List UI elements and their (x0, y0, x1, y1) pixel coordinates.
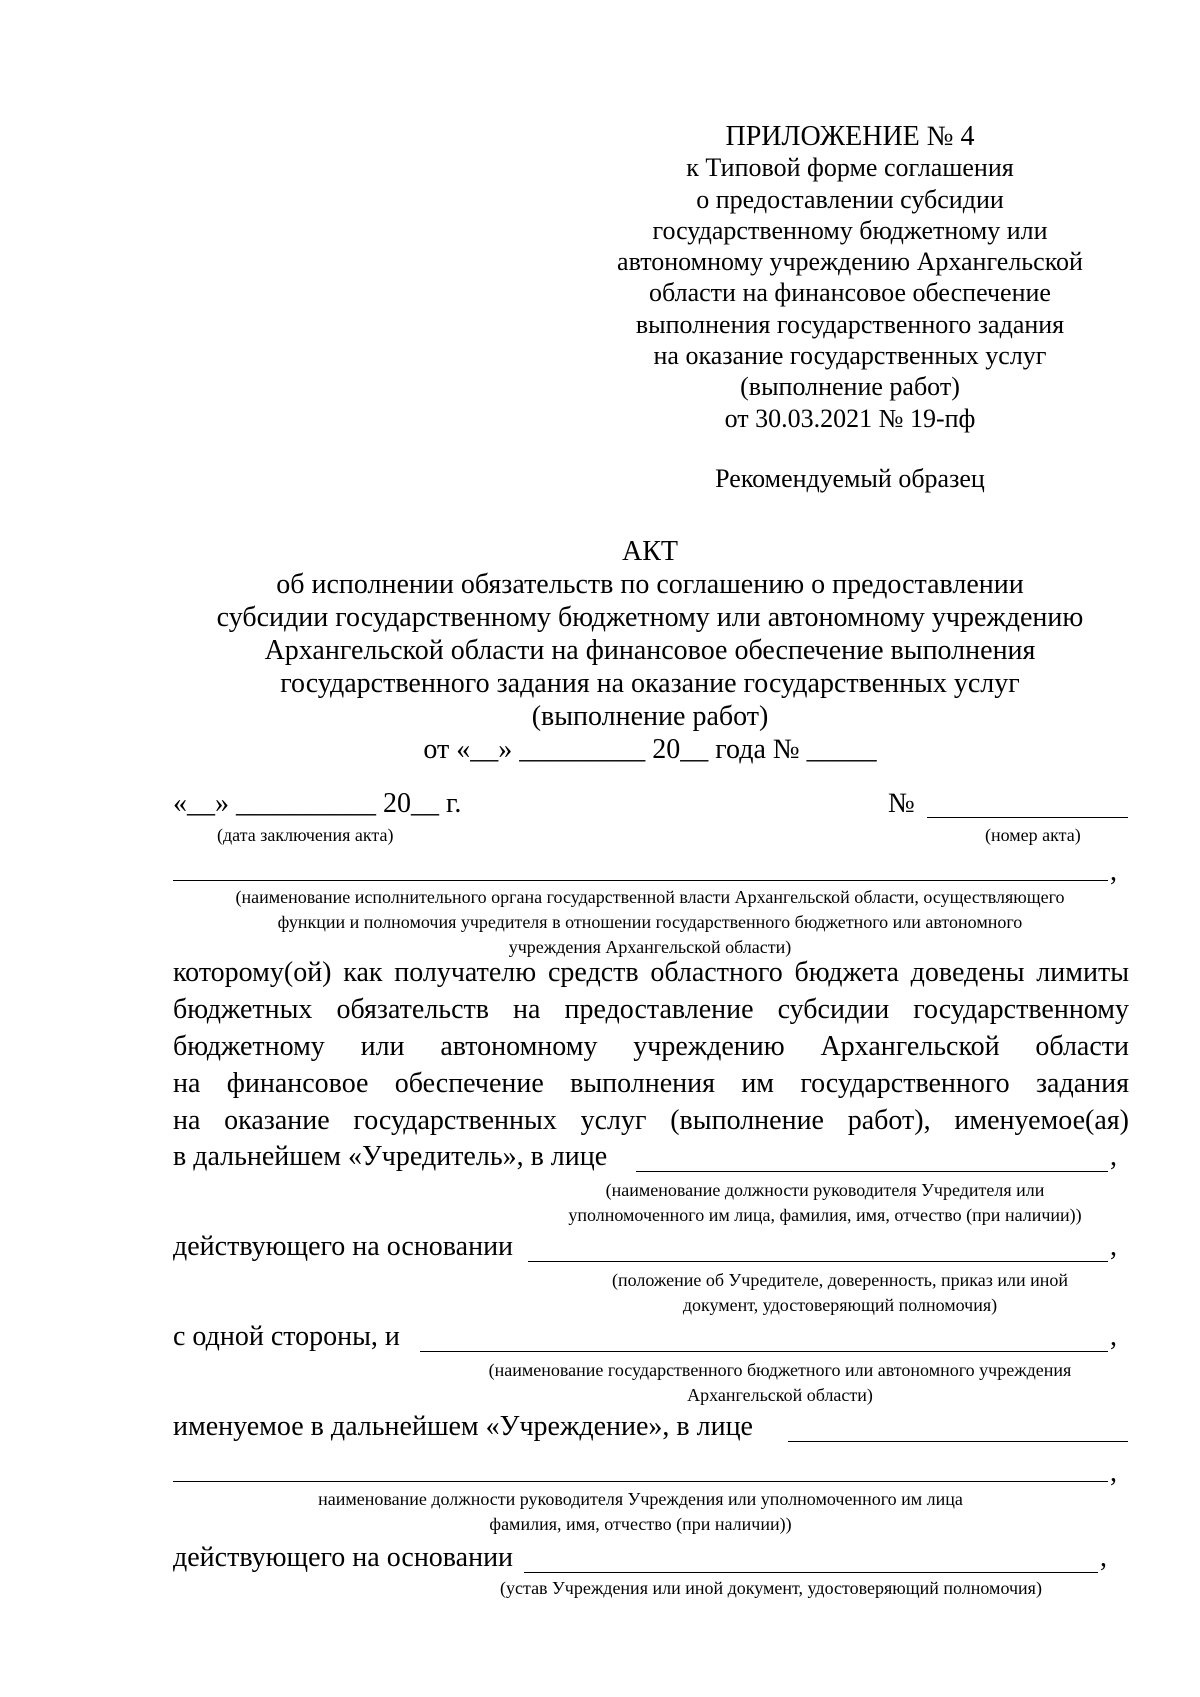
organ-name-field[interactable] (173, 880, 1108, 881)
appendix-line: (выполнение работ) (740, 372, 960, 402)
founder-representative-caption (510, 1178, 1140, 1228)
comma: , (1110, 1321, 1117, 1352)
acting-basis-label-2: действующего на основании (173, 1542, 514, 1573)
institution-name-field[interactable] (420, 1351, 1108, 1352)
caption-line: функции и полномочия учредителя в отношении государственного бюджетного или автономного (277, 912, 1023, 932)
comma: , (1110, 1141, 1117, 1172)
appendix-line: на оказание государственных услуг (653, 341, 1047, 371)
institution-representative-field[interactable] (788, 1441, 1128, 1442)
act-date-field[interactable]: «__» __________ 20__ г. (173, 788, 462, 819)
appendix-line: государственному бюджетному или (652, 215, 1048, 245)
act-number-label: № (888, 788, 915, 819)
act-date-caption: (дата заключения акта) (217, 825, 394, 845)
appendix-line: от 30.03.2021 № 19-пф (724, 403, 976, 433)
body-line: на оказание государственных услуг (выполнение работ), именуемое(ая) (173, 1105, 1129, 1136)
institution-basis-field[interactable] (524, 1572, 1098, 1573)
one-side-label: с одной стороны, и (173, 1321, 400, 1352)
act-subtitle-line: об исполнении обязательств по соглашению о предоставлении (276, 569, 1024, 600)
acting-basis-label: действующего на основании (173, 1231, 514, 1262)
appendix-line: выполнения государственного задания (635, 309, 1065, 339)
comma: , (1110, 856, 1117, 887)
recommended-sample-label: Рекомендуемый образец (715, 464, 985, 493)
body-line: которому(ой) как получателю средств областного бюджета доведены лимиты (173, 957, 1129, 988)
founder-representative-field[interactable] (636, 1171, 1108, 1172)
appendix-line: автономному учреждению Архангельской (617, 247, 1083, 277)
founder-basis-field[interactable] (528, 1261, 1108, 1262)
comma: , (1110, 1231, 1117, 1262)
act-subtitle-line: (выполнение работ) (531, 701, 769, 732)
act-subtitle-line: субсидии государственному бюджетному или автономному учреждению (216, 602, 1084, 633)
founder-in-person-label: в дальнейшем «Учредитель», в лице (173, 1141, 608, 1172)
institution-name-caption (420, 1358, 1140, 1408)
appendix-block (600, 121, 1100, 434)
caption-line: фамилия, имя, отчество (при наличии)) (489, 1514, 792, 1534)
organ-caption (120, 885, 1180, 960)
act-title-block (120, 535, 1180, 766)
appendix-heading: ПРИЛОЖЕНИЕ № 4 (725, 121, 975, 152)
institution-representative-field-2[interactable] (173, 1481, 1108, 1482)
institution-representative-caption (173, 1487, 1108, 1537)
hereinafter-label: именуемое в дальнейшем «Учреждение», в лице (173, 1411, 753, 1442)
caption-line: наименование должности руководителя Учреждения или уполномоченного им лица (318, 1489, 963, 1509)
body-line: бюджетному или автономному учреждению Архангельской области (173, 1031, 1129, 1062)
act-title: АКТ (622, 536, 678, 567)
body-line: бюджетных обязательств на предоставление субсидии государственному (173, 994, 1129, 1025)
appendix-line: области на финансовое обеспечение (649, 278, 1051, 308)
founder-basis-caption (540, 1268, 1140, 1318)
appendix-line: о предоставлении субсидии (696, 184, 1004, 214)
act-date-line: от «__» _________ 20__ года № _____ (423, 734, 877, 765)
act-subtitle-line: Архангельской области на финансовое обеспечение выполнения (264, 635, 1036, 666)
act-number-field[interactable] (927, 817, 1128, 818)
comma: , (1100, 1542, 1107, 1573)
caption-line: Архангельской области) (687, 1385, 873, 1405)
caption-line: учреждения Архангельской области) (508, 937, 792, 957)
caption-line: (наименование исполнительного органа государственной власти Архангельской области, осуществляющего (235, 887, 1065, 907)
caption-line: документ, удостоверяющий полномочия) (682, 1295, 998, 1315)
act-subtitle-line: государственного задания на оказание государственных услуг (280, 668, 1020, 699)
act-number-caption: (номер акта) (985, 825, 1081, 845)
caption-line: (наименование государственного бюджетного или автономного учреждения (488, 1360, 1072, 1380)
caption-line: (наименование должности руководителя Учредителя или (605, 1180, 1045, 1200)
comma: , (1110, 1457, 1117, 1488)
institution-basis-caption: (устав Учреждения или иной документ, удостоверяющий полномочия) (500, 1578, 1042, 1598)
caption-line: уполномоченного им лица, фамилия, имя, отчество (при наличии)) (568, 1205, 1082, 1225)
appendix-line: к Типовой форме соглашения (686, 153, 1014, 183)
caption-line: (положение об Учредителе, доверенность, приказ или иной (612, 1270, 1068, 1290)
body-line: на финансовое обеспечение выполнения им государственного задания (173, 1068, 1129, 1099)
